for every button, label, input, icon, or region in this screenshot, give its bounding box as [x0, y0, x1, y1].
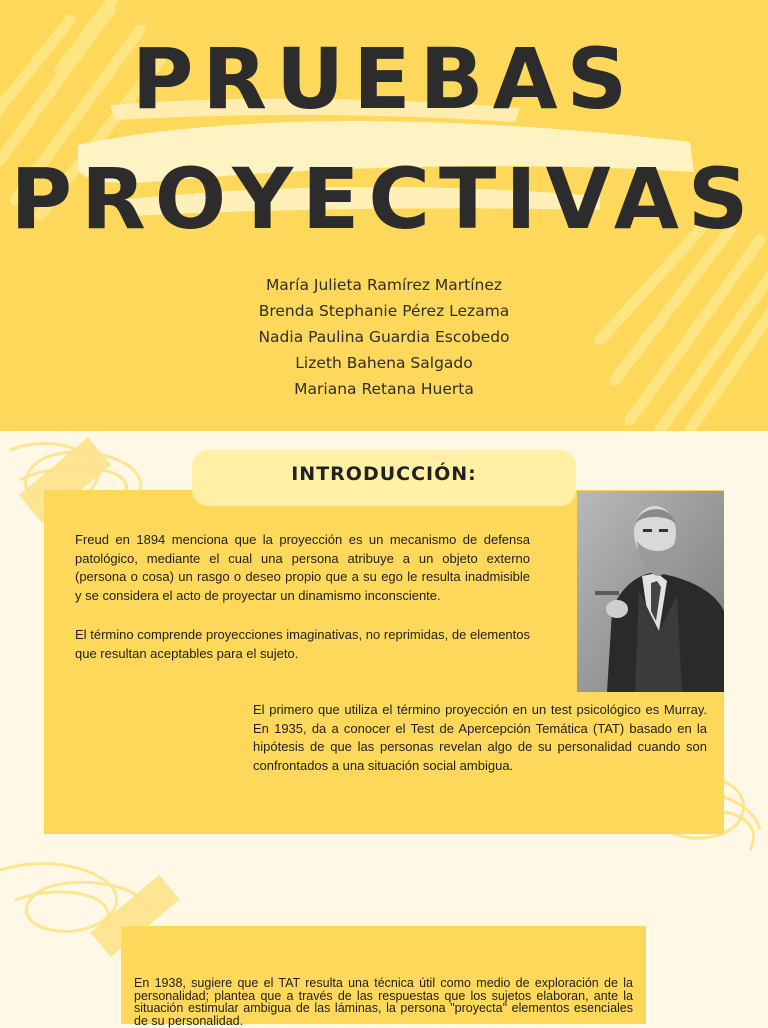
intro-paragraph-1: Freud en 1894 menciona que la proyección es un mecanismo de defensa patológico, mediante el cual una persona atribuye a un objeto externo (persona o cosa) un rasgo o deseo propio que a su ego le resulta inadmisible y se considera el acto de proyectar un dinamismo inconsciente. — [75, 532, 530, 603]
intro-paragraph-2: El término comprende proyecciones imaginativas, no reprimidas, de elementos que resultan aceptables para el sujeto. — [75, 627, 530, 661]
intro-paragraph-3: El primero que utiliza el término proyección en un test psicológico es Murray. En 1935, da a conocer el Test de Apercepción Temática (TAT) basado en la hipótesis de que las personas revelan algo de su personalidad cuando son confrontados a una situación social ambigua. — [253, 702, 707, 773]
title-line-2: PROYECTIVAS — [10, 150, 758, 248]
introduction-heading: INTRODUCCIÓN: — [291, 463, 477, 485]
author-list — [0, 272, 768, 402]
author-name: María Julieta Ramírez Martínez — [265, 276, 503, 294]
section-2-paragraph: En 1938, sugiere que el TAT resulta una técnica útil como medio de exploración de la personalidad; plantea que a través de las respuestas que los sujetos elaboran, ante la situación estimular ambigua de las láminas, la persona "proyecta" elementos esenciales de su personalidad. — [134, 976, 633, 1028]
author-name: Mariana Retana Huerta — [294, 380, 474, 398]
author-name: Lizeth Bahena Salgado — [295, 354, 473, 372]
author-name: Nadia Paulina Guardia Escobedo — [258, 328, 510, 346]
author-name: Brenda Stephanie Pérez Lezama — [258, 302, 510, 320]
title-line-1: PRUEBAS — [131, 30, 637, 128]
portrait-photo — [577, 491, 724, 692]
title-banner — [0, 0, 768, 431]
